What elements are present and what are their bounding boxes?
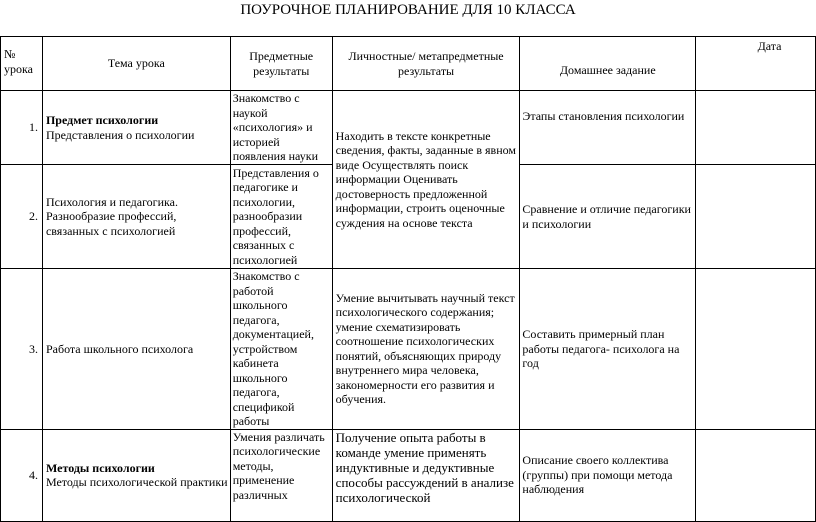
header-homework: Домашнее задание [520,37,696,91]
header-topic: Тема урока [42,37,230,91]
table-header-row [1,37,816,91]
row-3-homework: Составить примерный план работы педагога- психолога на год [520,269,696,430]
page-title: ПОУРОЧНОЕ ПЛАНИРОВАНИЕ ДЛЯ 10 КЛАССА [240,2,576,18]
header-num: № урока [1,37,43,91]
header-subject-results: Предметные результаты [230,37,332,91]
row-1-subject: Знакомство с наукой «психология» и историей появления науки [230,91,332,165]
rows-1-2-personal: Находить в тексте конкретные сведения, факты, заданные в явном виде Осуществлять поиск информации Оценивать достоверность предложенной информации, строить оценочные суждения на основе текста [332,91,520,269]
row-1-topic-bold: Предмет психологии [45,113,159,127]
row-3-date [696,269,816,430]
row-3-num: 3. [1,269,43,430]
row-1-homework: Этапы становления психологии [520,91,696,165]
row-1-date [696,91,816,165]
row-3-topic: Работа школьного психолога [42,269,230,430]
row-4-num: 4. [1,429,43,521]
row-2-date [696,165,816,269]
row-4-personal: Получение опыта работы в команде умение применять индуктивные и дедуктивные способы рассуждений в анализе психологической [332,429,520,521]
row-4-subject: Умения различать психологические методы, применение различных [230,429,332,521]
row-2-topic: Психология и педагогика. Разнообразие профессий, связанных с психологией [42,165,230,269]
header-personal-results: Личностные/ метапредметные результаты [332,37,520,91]
row-2-subject: Представления о педагогике и психологии, разнообразии профессий, связанных с психологией [230,165,332,269]
row-1-num: 1. [1,91,43,165]
row-3-subject: Знакомство с работой школьного педагога, документацией, устройством кабинета школьного педагога, спецификой работы [230,269,332,430]
row-3-personal: Умение вычитывать научный текст психологического содержания; умение схематизировать соотношение психологических понятий, объясняющих природу внутреннего мира человека, закономерности его развития и обучения. [332,269,520,430]
table-row [1,269,816,430]
row-1-topic [42,91,230,165]
row-4-topic-bold: Методы психологии [45,460,155,475]
table-row [1,91,816,165]
row-1-topic-text: Представления о психологии [45,127,195,142]
row-4-homework: Описание своего коллектива (группы) при помощи метода наблюдения [520,429,696,521]
table-row [1,429,816,521]
row-2-homework: Сравнение и отличие педагогики и психологии [520,165,696,269]
row-4-topic-text: Методы психологической практики [45,475,228,489]
lesson-plan-table [0,36,816,522]
row-2-num: 2. [1,165,43,269]
row-4-date [696,429,816,521]
header-date: Дата [696,37,816,91]
row-4-topic [42,429,230,521]
